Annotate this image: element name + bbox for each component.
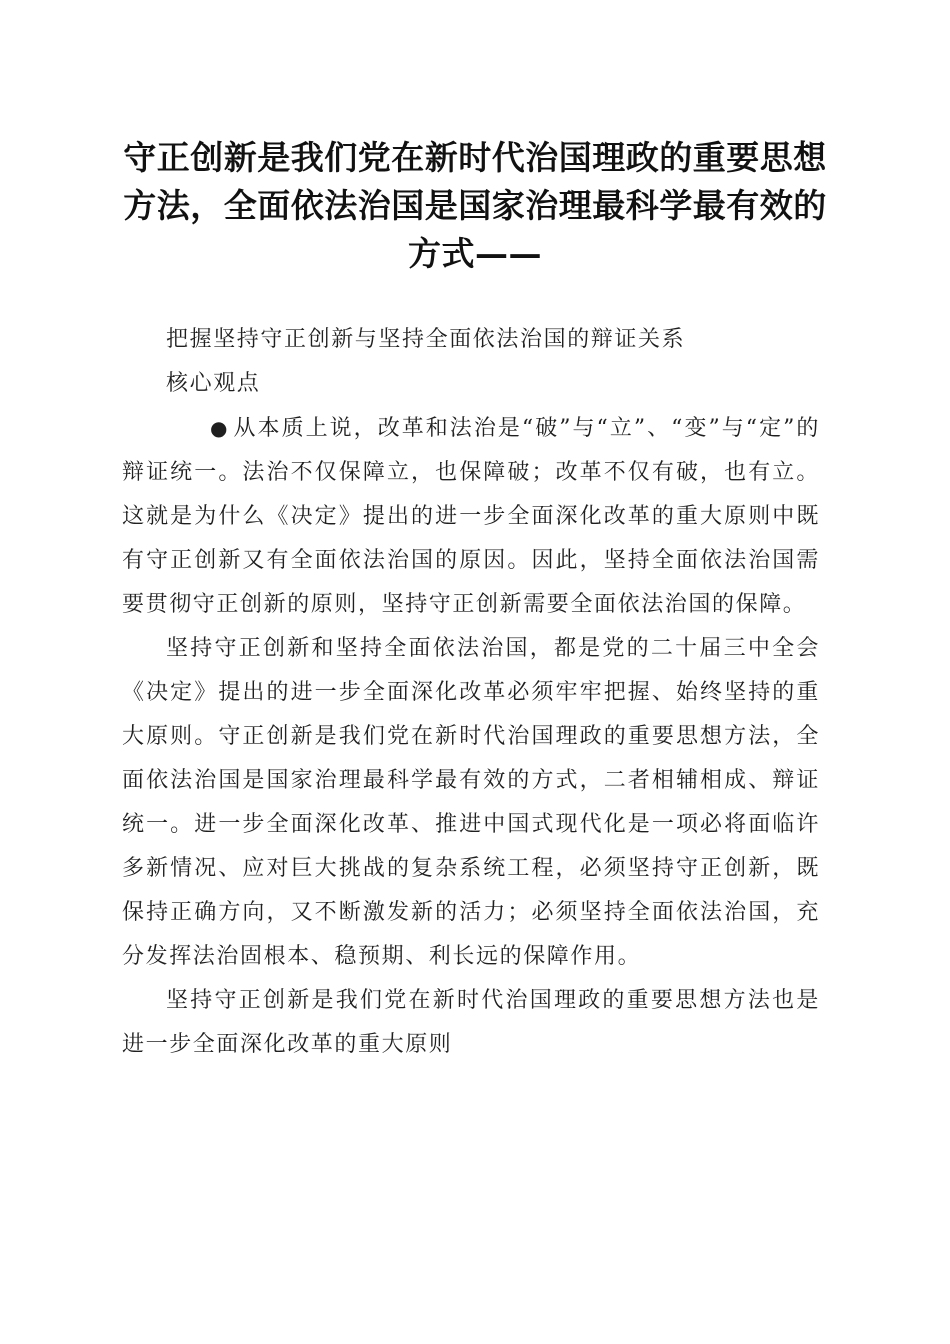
paragraph-2: 坚持守正创新和坚持全面依法治国，都是党的二十届三中全会《决定》提出的进一步全面深化改革必须牢牢把握、始终坚持的重大原则。守正创新是我们党在新时代治国理政的重要思想方法，全面依法治国是国家治理最科学最有效的方式，二者相辅相成、辩证统一。进一步全面深化改革、推进中国式现代化是一项必将面临许多新情况、应对巨大挑战的复杂系统工程，必须坚持守正创新，既保持正确方向，又不断激发新的活力；必须坚持全面依法治国，充分发挥法治固根本、稳预期、利长远的保障作用。 bbox=[122, 636, 820, 969]
paragraph-1 bbox=[122, 406, 820, 627]
paragraph-3: 坚持守正创新是我们党在新时代治国理政的重要思想方法也是进一步全面深化改革的重大原则 bbox=[122, 988, 820, 1057]
document-title: 守正创新是我们党在新时代治国理政的重要思想方法，全面依法治国是国家治理最科学最有效的方式—— bbox=[123, 138, 827, 273]
section-label: 核心观点 bbox=[166, 371, 261, 396]
paragraph-1-text: 从本质上说，改革和法治是“破”与“立”、“变”与“定”的辩证统一。法治不仅保障立，也保障破；改革不仅有破，也有立。这就是为什么《决定》提出的进一步全面深化改革的重大原则中既有守正创新又有全面依法治国的原因。因此，坚持全面依法治国需要贯彻守正创新的原则，坚持守正创新需要全面依法治国的保障。 bbox=[122, 416, 820, 617]
document-body bbox=[122, 318, 820, 1067]
bullet-icon: ● bbox=[210, 416, 230, 440]
subtitle: 把握坚持守正创新与坚持全面依法治国的辩证关系 bbox=[166, 327, 686, 352]
